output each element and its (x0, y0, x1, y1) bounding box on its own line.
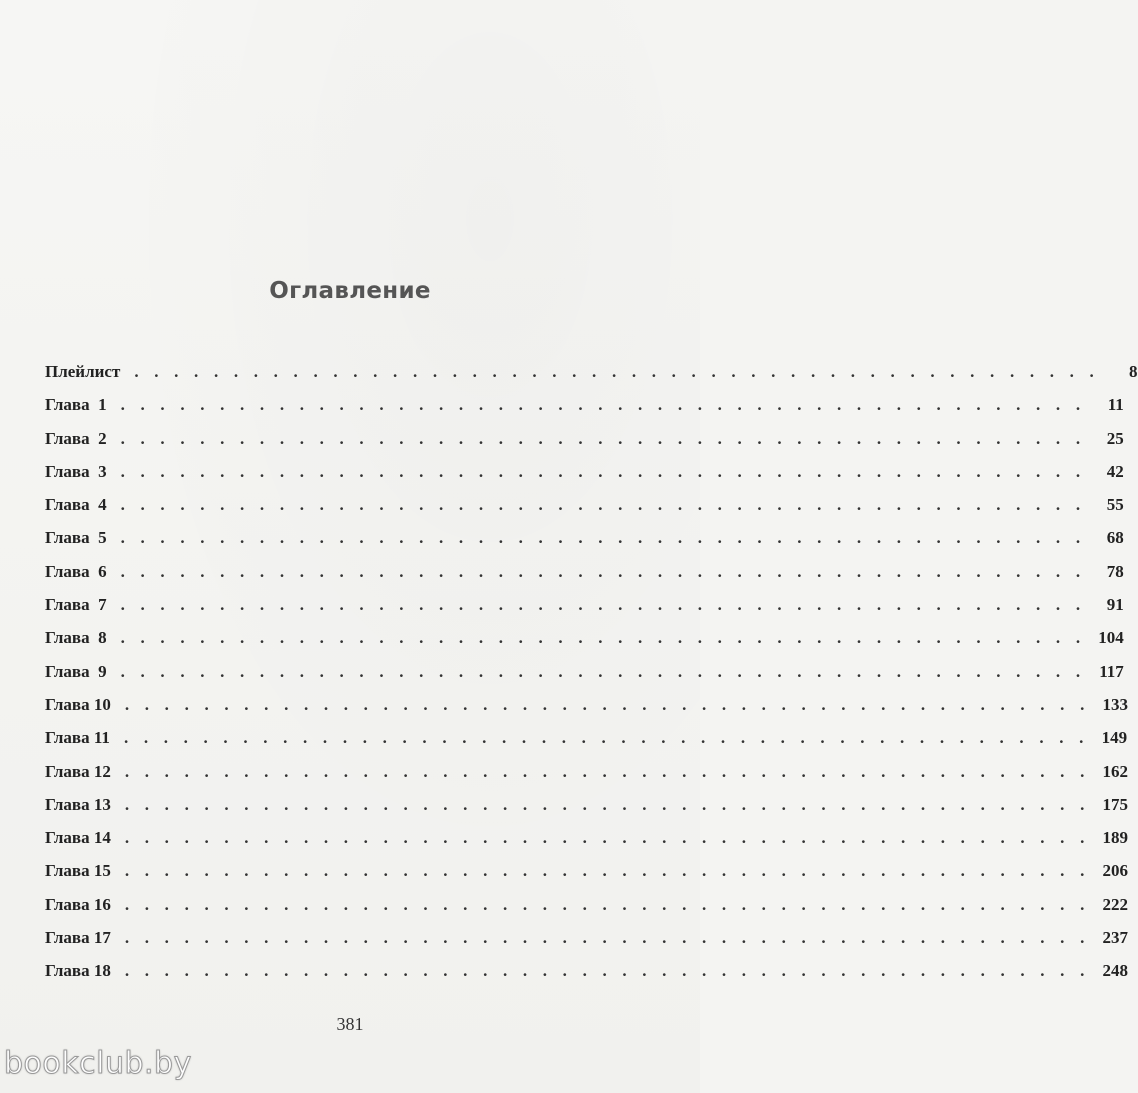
toc-entry (45, 661, 1124, 695)
toc-entry (45, 395, 1124, 428)
toc-entry (45, 761, 1129, 795)
toc-entry-page: 133 (1102, 694, 1129, 714)
toc-entry (45, 528, 1124, 561)
toc-dot-leader: . . . . . . . . . . . . . . . . . . . . . . . . . . . . . . . . . . . . . . . . . . . . . . . . . (120, 661, 1086, 681)
toc-entry-page: 149 (1101, 728, 1128, 748)
toc-dot-leader: . . . . . . . . . . . . . . . . . . . . . . . . . . . . . . . . . . . . . . . . . . . . . . . . . (120, 628, 1086, 648)
toc-entry (45, 595, 1124, 628)
toc-entry-page: 42 (1106, 461, 1124, 481)
toc-entry (45, 828, 1129, 861)
toc-entry-label: Глава 10 (45, 694, 111, 714)
toc-dot-leader: . . . . . . . . . . . . . . . . . . . . . . . . . . . . . . . . . . . . . . . . . . . . . . . . . (124, 861, 1091, 881)
toc-dot-leader: . . . . . . . . . . . . . . . . . . . . . . . . . . . . . . . . . . . . . . . . . . . . . . . . . (124, 761, 1091, 781)
page-number: 381 (336, 1014, 364, 1034)
toc-entry-label: Глава 11 (45, 728, 110, 748)
toc-entry-label: Плейлист (45, 362, 121, 381)
toc-entry-page: 162 (1102, 761, 1129, 781)
toc-dot-leader: . . . . . . . . . . . . . . . . . . . . . . . . . . . . . . . . . . . . . . . . . . . . . . . . . (124, 961, 1091, 981)
toc-entry (45, 495, 1124, 528)
toc-entry (45, 461, 1124, 495)
toc-entry (45, 961, 1129, 994)
toc-dot-leader: . . . . . . . . . . . . . . . . . . . . . . . . . . . . . . . . . . . . . . . . . . . . . . . . . (120, 495, 1086, 515)
toc-entry-label: Глава 14 (45, 828, 111, 848)
toc-entry (45, 728, 1128, 761)
toc-entry-label: Глава 17 (45, 928, 111, 948)
toc-entry-page: 91 (1106, 595, 1124, 615)
toc-entry-page: 189 (1102, 828, 1129, 848)
toc-entry (45, 628, 1124, 661)
toc-dot-leader: . . . . . . . . . . . . . . . . . . . . . . . . . . . . . . . . . . . . . . . . . . . . . . . . . (123, 728, 1090, 748)
toc-entry (45, 861, 1129, 894)
toc-dot-leader: . . . . . . . . . . . . . . . . . . . . . . . . . . . . . . . . . . . . . . . . . . . . . . . . . (120, 595, 1086, 615)
toc-dot-leader: . . . . . . . . . . . . . . . . . . . . . . . . . . . . . . . . . . . . . . . . . . . . . . . . . (124, 794, 1091, 814)
toc-entry-page: 78 (1106, 561, 1124, 581)
toc-entry-page: 55 (1106, 495, 1124, 515)
toc-entry (45, 794, 1129, 828)
toc-entry-label: Глава 9 (45, 661, 107, 681)
toc-entry (45, 894, 1129, 928)
toc-entry (45, 362, 1138, 395)
toc-entry-label: Глава 8 (45, 628, 107, 648)
toc-dot-leader: . . . . . . . . . . . . . . . . . . . . . . . . . . . . . . . . . . . . . . . . . . . . . . . . . (120, 395, 1086, 415)
toc-dot-leader: . . . . . . . . . . . . . . . . . . . . . . . . . . . . . . . . . . . . . . . . . . . . . . . . . (124, 828, 1091, 848)
toc-dot-leader: . . . . . . . . . . . . . . . . . . . . . . . . . . . . . . . . . . . . . . . . . . . . . . . . . (120, 461, 1086, 481)
toc-dot-leader: . . . . . . . . . . . . . . . . . . . . . . . . . . . . . . . . . . . . . . . . . . . . . . . . . (120, 561, 1086, 581)
toc-entry (45, 928, 1129, 961)
toc-entry-page: 11 (1107, 395, 1124, 415)
toc-entry-label: Глава 16 (45, 894, 111, 914)
toc-entry-page: 237 (1102, 928, 1129, 948)
toc-dot-leader: . . . . . . . . . . . . . . . . . . . . . . . . . . . . . . . . . . . . . . . . . . . . . . . . . (124, 894, 1091, 914)
toc-dot-leader: . . . . . . . . . . . . . . . . . . . . . . . . . . . . . . . . . . . . . . . . . . . . . . . . . (124, 694, 1091, 714)
toc-entry-label: Глава 12 (45, 761, 111, 781)
toc-entry (45, 694, 1129, 728)
toc-entry (45, 561, 1124, 595)
toc-entry-label: Глава 3 (45, 461, 107, 481)
toc-dot-leader: . . . . . . . . . . . . . . . . . . . . . . . . . . . . . . . . . . . . . . . . . . . . . . . . . (124, 928, 1091, 948)
toc-entry-label: Глава 13 (45, 794, 111, 814)
toc-entry-label: Глава 7 (45, 595, 107, 615)
toc-entry-page: 68 (1106, 528, 1124, 548)
page-title: Оглавление (269, 278, 431, 304)
table-of-contents (45, 362, 1138, 995)
toc-entry-label: Глава 6 (45, 561, 107, 581)
toc-entry-page: 8 (1129, 362, 1138, 381)
toc-entry-page: 206 (1102, 861, 1129, 881)
toc-entry-label: Глава 1 (45, 395, 107, 415)
toc-entry-page: 117 (1099, 661, 1124, 681)
toc-entry-page: 175 (1102, 794, 1129, 814)
toc-entry-label: Глава 2 (45, 428, 107, 448)
toc-entry-page: 25 (1106, 428, 1124, 448)
toc-entry-label: Глава 18 (45, 961, 111, 981)
toc-entry-page: 222 (1102, 894, 1129, 914)
toc-entry-page: 248 (1102, 961, 1129, 981)
toc-dot-leader: . . . . . . . . . . . . . . . . . . . . . . . . . . . . . . . . . . . . . . . . . . . . . . . . . (120, 428, 1086, 448)
toc-entry (45, 428, 1124, 462)
toc-entry-label: Глава 5 (45, 528, 107, 548)
toc-dot-leader: . . . . . . . . . . . . . . . . . . . . . . . . . . . . . . . . . . . . . . . . . . . . . . . . . (134, 362, 1100, 381)
watermark: bookclub.by (4, 1046, 192, 1081)
toc-entry-label: Глава 15 (45, 861, 111, 881)
toc-dot-leader: . . . . . . . . . . . . . . . . . . . . . . . . . . . . . . . . . . . . . . . . . . . . . . . . . (120, 528, 1086, 548)
toc-entry-label: Глава 4 (45, 495, 107, 515)
toc-entry-page: 104 (1098, 628, 1124, 648)
